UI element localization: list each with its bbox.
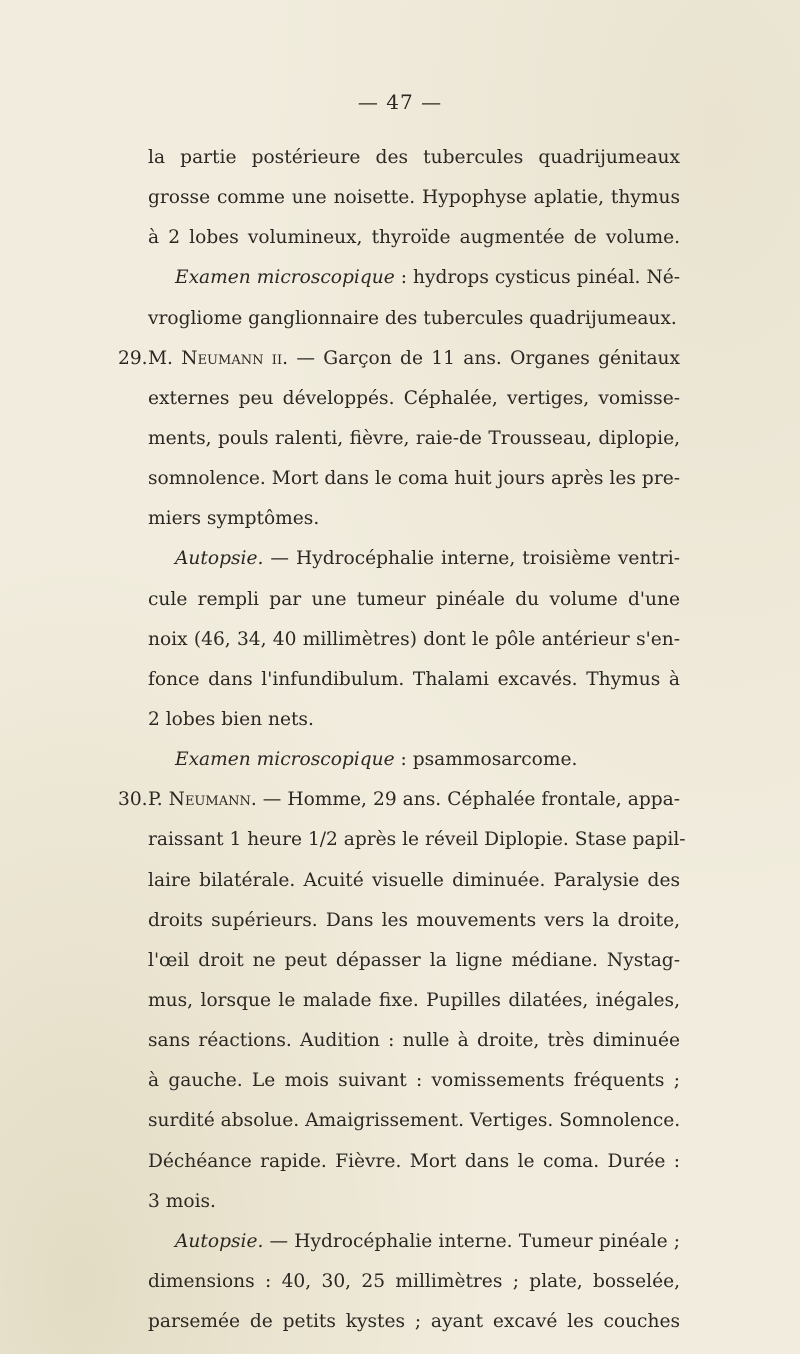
line-text: : hydrops cysticus pinéal. Né- <box>394 267 680 289</box>
line-text: — Hydrocéphalie interne, troisième ventri- <box>263 548 680 570</box>
line-text: noix (46, 34, 40 millimètres) dont le pôle antérieur s'en- <box>148 628 680 650</box>
text-line <box>148 901 680 941</box>
text-line <box>148 580 680 620</box>
page-number: — 47 — <box>357 90 443 114</box>
line-text: Déchéance rapide. Fièvre. Mort dans le coma. Durée : <box>148 1150 680 1172</box>
line-text: droits supérieurs. Dans les mouvements vers la droite, <box>148 909 680 931</box>
text-line <box>148 700 680 740</box>
body-text <box>118 138 686 1342</box>
case-number: 30. <box>118 789 148 811</box>
text-line <box>148 1101 680 1141</box>
text-line <box>148 419 680 459</box>
line-text: 2 lobes bien nets. <box>148 708 314 730</box>
text-line <box>148 861 680 901</box>
line-text: la partie postérieure des tubercules quadrijumeaux <box>148 147 680 168</box>
line-text: — Garçon de 11 ans. Organes génitaux <box>288 347 680 369</box>
text-line <box>118 780 680 820</box>
line-text: vrogliome ganglionnaire des tubercules quadrijumeaux. <box>148 307 677 329</box>
text-line <box>148 539 680 579</box>
text-line <box>148 1182 680 1222</box>
text-line <box>148 178 680 218</box>
text-line <box>148 1142 680 1182</box>
text-line <box>148 660 680 700</box>
line-text: dimensions : 40, 30, 25 millimètres ; plate, bosselée, <box>148 1270 680 1292</box>
text-line <box>148 1222 680 1262</box>
line-text: — Hydrocéphalie interne. Tumeur pinéale ; <box>263 1230 680 1252</box>
line-text: externes peu développés. Céphalée, vertiges, vomisse- <box>148 387 680 409</box>
line-text: sans réactions. Audition : nulle à droite, très diminuée <box>148 1030 680 1052</box>
text-line <box>148 1021 680 1061</box>
line-text: raissant 1 heure 1/2 après le réveil Diplopie. Stase papil- <box>148 829 686 851</box>
text-line <box>148 740 680 780</box>
line-text: 3 mois. <box>148 1190 216 1212</box>
line-text: : psammosarcome. <box>394 749 578 771</box>
text-line <box>148 379 680 419</box>
section-heading: Examen microscopique <box>175 749 395 771</box>
text-line <box>148 138 680 178</box>
line-text: surdité absolue. Amaigrissement. Vertiges. Somnolence. <box>148 1110 681 1132</box>
line-text: à 2 lobes volumineux, thyroïde augmentée de volume. <box>148 227 680 249</box>
text-line <box>148 941 680 981</box>
section-heading: Examen microscopique <box>175 267 395 289</box>
line-text: miers symptômes. <box>148 508 320 530</box>
text-line <box>148 258 680 298</box>
line-text: laire bilatérale. Acuité visuelle diminuée. Paralysie des <box>148 869 680 891</box>
text-line <box>148 459 680 499</box>
line-text: ments, pouls ralenti, fièvre, raie-de Trousseau, diplopie, <box>148 427 680 449</box>
section-heading: Autopsie. <box>175 1230 264 1252</box>
line-text: à gauche. Le mois suivant : vomissements fréquents ; <box>148 1070 680 1092</box>
author-name: M. Neumann ii. <box>148 347 288 369</box>
line-text: cule rempli par une tumeur pinéale du volume d'une <box>148 588 680 610</box>
text-line <box>148 1061 680 1101</box>
section-heading: Autopsie. <box>175 548 264 570</box>
line-text: l'œil droit ne peut dépasser la ligne médiane. Nystag- <box>148 949 680 971</box>
line-text: mus, lorsque le malade fixe. Pupilles dilatées, inégales, <box>148 989 680 1011</box>
line-text: somnolence. Mort dans le coma huit jours après les pre- <box>148 468 680 490</box>
line-text: — Homme, 29 ans. Céphalée frontale, appa- <box>256 789 680 811</box>
line-text: grosse comme une noisette. Hypophyse aplatie, thymus <box>148 187 680 209</box>
case-number: 29. <box>118 347 148 369</box>
text-line <box>148 1302 680 1342</box>
line-text: parsemée de petits kystes ; ayant excavé les couches <box>148 1311 680 1333</box>
line-text: fonce dans l'infundibulum. Thalami excavés. Thymus à <box>148 668 680 690</box>
text-line <box>148 981 680 1021</box>
text-line <box>148 620 680 660</box>
text-line <box>148 1262 680 1302</box>
author-name: P. Neumann. <box>148 789 257 811</box>
text-line <box>118 339 680 379</box>
text-line <box>148 299 680 339</box>
text-line <box>148 218 680 258</box>
text-line <box>148 820 686 860</box>
text-line <box>148 499 680 539</box>
